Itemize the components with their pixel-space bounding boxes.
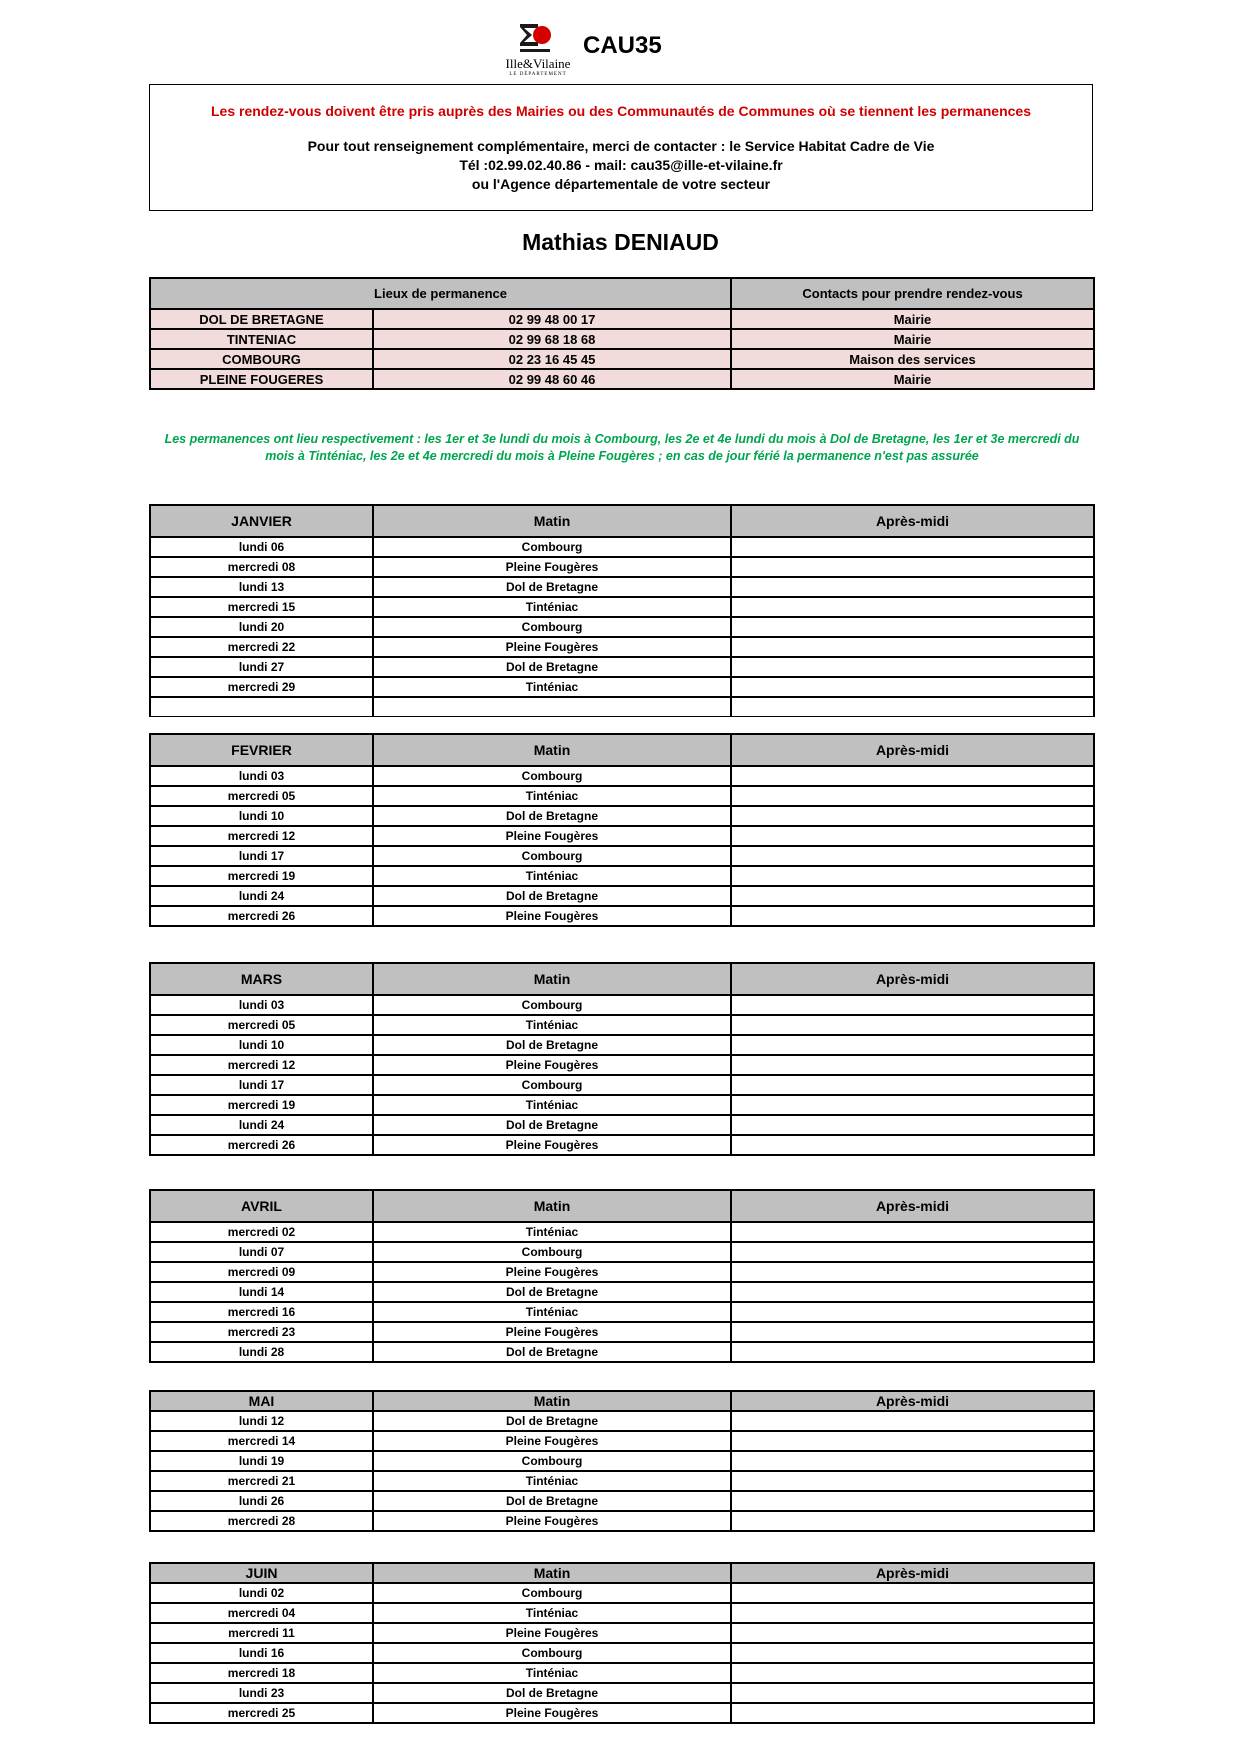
info-box [149, 84, 1093, 211]
logo-wordmark: Ille&Vilaine [505, 56, 571, 71]
contacts-header: Contacts pour prendre rendez-vous [731, 278, 1094, 309]
schedule-afternoon [731, 1603, 1094, 1623]
contact-line: Pour tout renseignement complémentaire, merci de contacter : le Service Habitat Cadre de Vie [307, 138, 935, 154]
schedule-afternoon [731, 1242, 1094, 1262]
schedule-row [150, 577, 1094, 597]
schedule-row [150, 1451, 1094, 1471]
place-place: COMBOURG [150, 349, 373, 369]
schedule-row [150, 1511, 1094, 1531]
schedule-afternoon [731, 1055, 1094, 1075]
schedule-row [150, 1262, 1094, 1282]
month-name: MAI [150, 1391, 373, 1411]
schedule-row [150, 1623, 1094, 1643]
schedule-afternoon [731, 1135, 1094, 1155]
schedule-day: mercredi 14 [150, 1431, 373, 1451]
schedule-morning: Tinténiac [373, 1471, 731, 1491]
schedule-afternoon [731, 657, 1094, 677]
schedule-afternoon [731, 1015, 1094, 1035]
schedule-morning: Combourg [373, 537, 731, 557]
place-phone: 02 99 48 00 17 [373, 309, 731, 329]
schedule-morning: Pleine Fougères [373, 1135, 731, 1155]
schedule-row [150, 1055, 1094, 1075]
schedule-row [150, 1115, 1094, 1135]
spacer-cell [731, 697, 1094, 717]
month-header-row [150, 1190, 1094, 1222]
schedule-day: lundi 06 [150, 537, 373, 557]
schedule-afternoon [731, 766, 1094, 786]
schedule-day: mercredi 29 [150, 677, 373, 697]
schedule-row [150, 1663, 1094, 1683]
schedule-row [150, 1471, 1094, 1491]
schedule-row [150, 1282, 1094, 1302]
morning-header: Matin [373, 505, 731, 537]
month-header-row [150, 734, 1094, 766]
afternoon-header: Après-midi [731, 1391, 1094, 1411]
schedule-day: lundi 10 [150, 806, 373, 826]
schedule-day: mercredi 09 [150, 1262, 373, 1282]
schedule-afternoon [731, 1683, 1094, 1703]
schedule-day: lundi 19 [150, 1451, 373, 1471]
schedule-afternoon [731, 1623, 1094, 1643]
schedule-afternoon [731, 1663, 1094, 1683]
schedule-day: mercredi 28 [150, 1511, 373, 1531]
contact-phone-email: Tél :02.99.02.40.86 - mail: cau35@ille-et-vilaine.fr [459, 157, 783, 173]
schedule-row [150, 786, 1094, 806]
schedule-morning: Dol de Bretagne [373, 577, 731, 597]
schedule-afternoon [731, 1222, 1094, 1242]
afternoon-header: Après-midi [731, 1190, 1094, 1222]
schedule-afternoon [731, 906, 1094, 926]
schedule-afternoon [731, 617, 1094, 637]
schedule-afternoon [731, 597, 1094, 617]
schedule-afternoon [731, 866, 1094, 886]
schedule-morning: Tinténiac [373, 1222, 731, 1242]
department-logo [498, 22, 578, 78]
schedule-day: mercredi 26 [150, 906, 373, 926]
schedule-day: lundi 02 [150, 1583, 373, 1603]
schedule-day: lundi 20 [150, 617, 373, 637]
schedule-morning: Tinténiac [373, 1302, 731, 1322]
morning-header: Matin [373, 1563, 731, 1583]
schedule-day: lundi 16 [150, 1643, 373, 1663]
schedule-row [150, 557, 1094, 577]
schedule-morning: Tinténiac [373, 597, 731, 617]
schedule-afternoon [731, 1511, 1094, 1531]
schedule-morning: Dol de Bretagne [373, 657, 731, 677]
schedule-morning: Combourg [373, 1451, 731, 1471]
schedule-afternoon [731, 786, 1094, 806]
schedule-morning: Pleine Fougères [373, 1703, 731, 1723]
schedule-row [150, 1643, 1094, 1663]
place-phone: 02 99 68 18 68 [373, 329, 731, 349]
schedule-note: Les permanences ont lieu respectivement : les 1er et 3e lundi du mois à Combourg, les 2e et 4e lundi du mois à Dol de Bretagne, les 1er et 3e mercredi du mois à Tinténiac, les 2e et 4e mercredi du mois à Pleine Fougères ; en cas de jour férié la permanence n'est pas assurée [164, 432, 1080, 463]
schedule-day: mercredi 04 [150, 1603, 373, 1623]
schedule-afternoon [731, 1342, 1094, 1362]
schedule-day: mercredi 02 [150, 1222, 373, 1242]
month-table [149, 504, 1095, 717]
month-table [149, 1562, 1095, 1724]
schedule-morning: Dol de Bretagne [373, 1035, 731, 1055]
places-header-row [150, 278, 1094, 309]
schedule-day: lundi 03 [150, 766, 373, 786]
schedule-morning: Pleine Fougères [373, 1055, 731, 1075]
schedule-morning: Pleine Fougères [373, 1431, 731, 1451]
advisor-name: Mathias DENIAUD [522, 229, 719, 255]
schedule-row [150, 1015, 1094, 1035]
schedule-row [150, 766, 1094, 786]
schedule-row [150, 617, 1094, 637]
month-name: FEVRIER [150, 734, 373, 766]
schedule-row [150, 1242, 1094, 1262]
schedule-morning: Dol de Bretagne [373, 1683, 731, 1703]
schedule-morning: Pleine Fougères [373, 1623, 731, 1643]
schedule-row [150, 1095, 1094, 1115]
schedule-row [150, 906, 1094, 926]
schedule-morning: Pleine Fougères [373, 1262, 731, 1282]
schedule-afternoon [731, 1431, 1094, 1451]
schedule-morning: Combourg [373, 846, 731, 866]
place-place: TINTENIAC [150, 329, 373, 349]
schedule-morning: Combourg [373, 995, 731, 1015]
morning-header: Matin [373, 1391, 731, 1411]
schedule-afternoon [731, 557, 1094, 577]
schedule-morning: Pleine Fougères [373, 1322, 731, 1342]
schedule-afternoon [731, 1075, 1094, 1095]
schedule-row [150, 1491, 1094, 1511]
schedule-morning: Dol de Bretagne [373, 1411, 731, 1431]
schedule-afternoon [731, 1262, 1094, 1282]
spacer-row [150, 697, 1094, 717]
schedule-afternoon [731, 846, 1094, 866]
schedule-afternoon [731, 1095, 1094, 1115]
schedule-morning: Tinténiac [373, 866, 731, 886]
schedule-morning: Pleine Fougères [373, 906, 731, 926]
schedule-row [150, 1302, 1094, 1322]
schedule-row [150, 657, 1094, 677]
schedule-row [150, 1135, 1094, 1155]
schedule-day: mercredi 26 [150, 1135, 373, 1155]
place-row [150, 369, 1094, 389]
month-header-row [150, 1391, 1094, 1411]
schedule-morning: Dol de Bretagne [373, 806, 731, 826]
schedule-day: lundi 24 [150, 886, 373, 906]
month-header-row [150, 505, 1094, 537]
afternoon-header: Après-midi [731, 1563, 1094, 1583]
schedule-row [150, 1035, 1094, 1055]
month-header-row [150, 1563, 1094, 1583]
schedule-day: mercredi 11 [150, 1623, 373, 1643]
schedule-day: mercredi 22 [150, 637, 373, 657]
schedule-day: lundi 17 [150, 1075, 373, 1095]
schedule-row [150, 1603, 1094, 1623]
schedule-afternoon [731, 577, 1094, 597]
schedule-morning: Pleine Fougères [373, 557, 731, 577]
schedule-afternoon [731, 1703, 1094, 1723]
schedule-morning: Combourg [373, 617, 731, 637]
schedule-day: mercredi 12 [150, 826, 373, 846]
page-header [0, 22, 1241, 78]
schedule-day: mercredi 19 [150, 1095, 373, 1115]
logo-subtitle: LE DÉPARTEMENT [509, 72, 567, 77]
month-name: AVRIL [150, 1190, 373, 1222]
appointment-warning: Les rendez-vous doivent être pris auprès des Mairies ou des Communautés de Communes où se tiennent les permanences [210, 103, 1031, 119]
schedule-afternoon [731, 1643, 1094, 1663]
month-name: MARS [150, 963, 373, 995]
schedule-day: mercredi 16 [150, 1302, 373, 1322]
place-row [150, 309, 1094, 329]
schedule-morning: Tinténiac [373, 1015, 731, 1035]
schedule-morning: Pleine Fougères [373, 637, 731, 657]
schedule-row [150, 1342, 1094, 1362]
schedule-morning: Dol de Bretagne [373, 1491, 731, 1511]
schedule-morning: Tinténiac [373, 786, 731, 806]
schedule-row [150, 886, 1094, 906]
month-name: JUIN [150, 1563, 373, 1583]
place-contact: Mairie [731, 309, 1094, 329]
schedule-row [150, 995, 1094, 1015]
spacer-cell [150, 697, 373, 717]
month-table [149, 1189, 1095, 1363]
schedule-day: lundi 17 [150, 846, 373, 866]
schedule-row [150, 1411, 1094, 1431]
schedule-morning: Combourg [373, 766, 731, 786]
places-table [149, 277, 1095, 390]
morning-header: Matin [373, 963, 731, 995]
schedule-row [150, 1583, 1094, 1603]
schedule-morning: Pleine Fougères [373, 826, 731, 846]
schedule-morning: Tinténiac [373, 677, 731, 697]
morning-header: Matin [373, 734, 731, 766]
place-contact: Maison des services [731, 349, 1094, 369]
schedule-row [150, 1322, 1094, 1342]
schedule-afternoon [731, 1115, 1094, 1135]
schedule-day: mercredi 08 [150, 557, 373, 577]
month-table [149, 1390, 1095, 1532]
schedule-day: lundi 28 [150, 1342, 373, 1362]
logo-emblem-icon [498, 22, 578, 58]
schedule-row [150, 677, 1094, 697]
schedule-morning: Dol de Bretagne [373, 886, 731, 906]
place-place: PLEINE FOUGERES [150, 369, 373, 389]
schedule-day: lundi 27 [150, 657, 373, 677]
schedule-row [150, 537, 1094, 557]
schedule-morning: Tinténiac [373, 1663, 731, 1683]
schedule-afternoon [731, 995, 1094, 1015]
schedule-afternoon [731, 1035, 1094, 1055]
document-title: CAU35 [583, 32, 662, 59]
place-contact: Mairie [731, 369, 1094, 389]
schedule-afternoon [731, 677, 1094, 697]
month-name: JANVIER [150, 505, 373, 537]
afternoon-header: Après-midi [731, 963, 1094, 995]
schedule-morning: Pleine Fougères [373, 1511, 731, 1531]
schedule-day: mercredi 23 [150, 1322, 373, 1342]
schedule-afternoon [731, 1411, 1094, 1431]
schedule-day: mercredi 15 [150, 597, 373, 617]
schedule-row [150, 1222, 1094, 1242]
schedule-row [150, 826, 1094, 846]
month-header-row [150, 963, 1094, 995]
places-header: Lieux de permanence [150, 278, 731, 309]
schedule-day: lundi 12 [150, 1411, 373, 1431]
schedule-afternoon [731, 1471, 1094, 1491]
schedule-day: mercredi 05 [150, 1015, 373, 1035]
schedule-day: lundi 26 [150, 1491, 373, 1511]
month-table [149, 733, 1095, 927]
afternoon-header: Après-midi [731, 734, 1094, 766]
schedule-row [150, 806, 1094, 826]
schedule-afternoon [731, 826, 1094, 846]
schedule-row [150, 846, 1094, 866]
schedule-day: mercredi 21 [150, 1471, 373, 1491]
schedule-row [150, 866, 1094, 886]
schedule-afternoon [731, 886, 1094, 906]
place-row [150, 329, 1094, 349]
schedule-day: lundi 03 [150, 995, 373, 1015]
schedule-day: mercredi 25 [150, 1703, 373, 1723]
schedule-afternoon [731, 637, 1094, 657]
schedule-row [150, 597, 1094, 617]
schedule-afternoon [731, 1302, 1094, 1322]
schedule-day: lundi 13 [150, 577, 373, 597]
schedule-morning: Combourg [373, 1075, 731, 1095]
schedule-day: lundi 07 [150, 1242, 373, 1262]
schedule-day: mercredi 18 [150, 1663, 373, 1683]
spacer-cell [373, 697, 731, 717]
place-contact: Mairie [731, 329, 1094, 349]
contact-agency: ou l'Agence départementale de votre secteur [471, 176, 771, 192]
schedule-day: mercredi 19 [150, 866, 373, 886]
schedule-afternoon [731, 1491, 1094, 1511]
schedule-afternoon [731, 1322, 1094, 1342]
schedule-afternoon [731, 806, 1094, 826]
schedule-day: lundi 10 [150, 1035, 373, 1055]
schedule-morning: Combourg [373, 1643, 731, 1663]
schedule-row [150, 1683, 1094, 1703]
schedule-morning: Dol de Bretagne [373, 1282, 731, 1302]
place-phone: 02 23 16 45 45 [373, 349, 731, 369]
schedule-day: mercredi 05 [150, 786, 373, 806]
schedule-afternoon [731, 537, 1094, 557]
schedule-row [150, 1703, 1094, 1723]
afternoon-header: Après-midi [731, 505, 1094, 537]
schedule-afternoon [731, 1451, 1094, 1471]
schedule-day: mercredi 12 [150, 1055, 373, 1075]
schedule-day: lundi 24 [150, 1115, 373, 1135]
place-row [150, 349, 1094, 369]
schedule-afternoon [731, 1583, 1094, 1603]
morning-header: Matin [373, 1190, 731, 1222]
schedule-morning: Tinténiac [373, 1603, 731, 1623]
schedule-morning: Combourg [373, 1242, 731, 1262]
schedule-afternoon [731, 1282, 1094, 1302]
month-table [149, 962, 1095, 1156]
schedule-morning: Tinténiac [373, 1095, 731, 1115]
place-place: DOL DE BRETAGNE [150, 309, 373, 329]
schedule-morning: Combourg [373, 1583, 731, 1603]
schedule-morning: Dol de Bretagne [373, 1115, 731, 1135]
schedule-row [150, 1431, 1094, 1451]
schedule-row [150, 637, 1094, 657]
schedule-morning: Dol de Bretagne [373, 1342, 731, 1362]
schedule-day: lundi 14 [150, 1282, 373, 1302]
schedule-row [150, 1075, 1094, 1095]
place-phone: 02 99 48 60 46 [373, 369, 731, 389]
schedule-day: lundi 23 [150, 1683, 373, 1703]
